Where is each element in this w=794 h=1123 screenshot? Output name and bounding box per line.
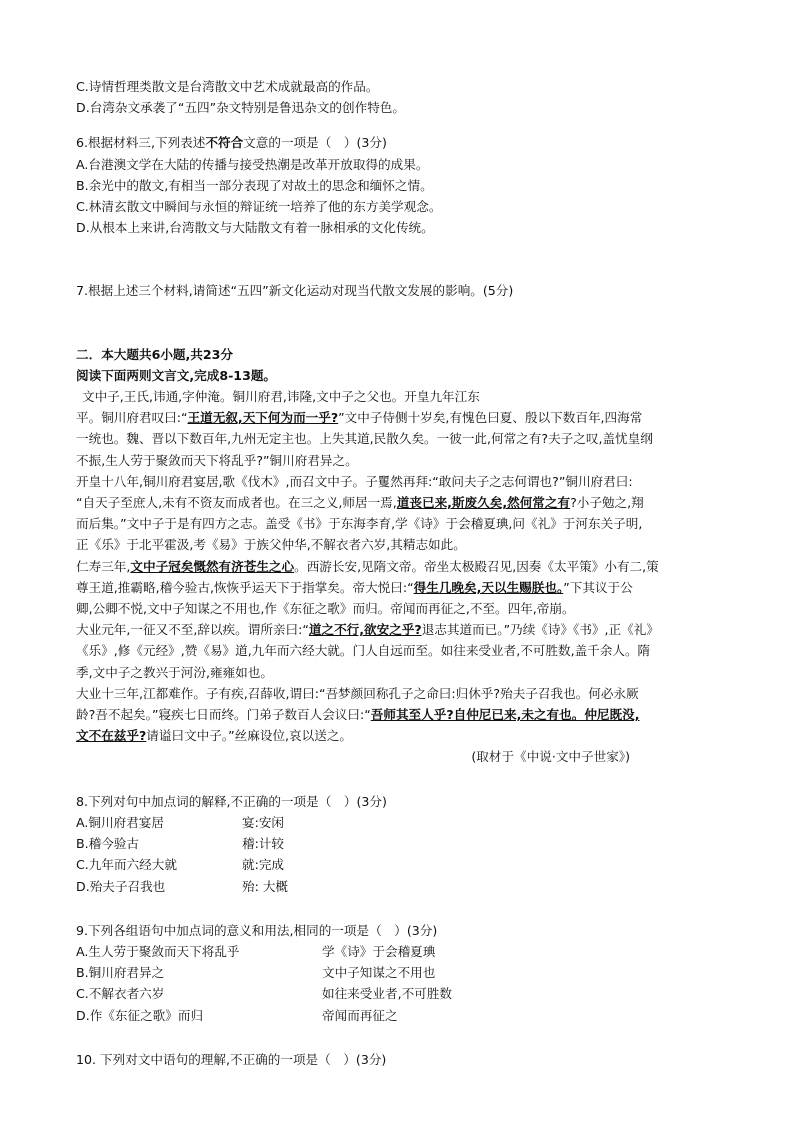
q5-option-d: D.台湾杂文承袭了“五四”杂文特别是鲁迅杂文的创作特色。 <box>76 100 405 116</box>
passage-text: 退志其道而已。”乃续《诗》《书》,正《礼》 <box>421 622 659 638</box>
passage-line: 《乐》,修《元经》,赞《易》道,九年而六经大就。门人自远而至。如往来受业者,不可胜数,盖千余人。隋 <box>76 643 651 659</box>
option-sentence: C.不解衣者六岁 <box>76 986 165 1002</box>
q6-stem-part1: 6.根据材料三,下列表述 <box>76 135 206 151</box>
passage-line <box>76 556 748 577</box>
option-row <box>76 833 748 854</box>
q6-option-b: B.余光中的散文,有相当一部分表现了对故土的思念和缅怀之情。 <box>76 177 433 193</box>
option-explanation: 学《诗》于会稽夏琠 <box>322 943 436 959</box>
q7-stem: 7.根据上述三个材料,请简述“五四”新文化运动对现当代散文发展的影响。(5分) <box>76 283 514 299</box>
passage-text: 平。铜川府君叹曰:“ <box>76 410 188 426</box>
section-title: 二．本大题共6小题,共23分 <box>76 346 234 362</box>
passage-line <box>76 492 748 513</box>
passage-line <box>76 704 748 725</box>
section-instruction: 阅读下面两则文言文,完成8-13题。 <box>76 367 277 383</box>
passage-line: 大业十三年,江都难作。子有疾,召薛收,谓曰:“吾梦颜回称孔子之命曰:归休乎?殆夫子召我也。何必永厥 <box>76 685 639 701</box>
passage-line <box>76 407 748 428</box>
option-row <box>76 854 748 875</box>
option-explanation: 殆: 大概 <box>242 878 289 894</box>
exam-page <box>76 76 748 1070</box>
passage-line: 文中子,王氏,讳通,字仲淹。铜川府君,讳隆,文中子之父也。开皇九年江东 <box>82 389 480 405</box>
underlined-sentence: 文中子冠矣慨然有济苍生之心 <box>130 558 295 574</box>
passage-line: 不振,生人劳于聚敛而天下将乱乎?”铜川府君异之。 <box>76 452 358 468</box>
passage-line <box>76 577 748 598</box>
option-sentence: A.生人劳于聚敛而天下将乱乎 <box>76 943 240 959</box>
option-explanation: 文中子知谋之不用也 <box>322 965 436 981</box>
option-sentence: A.铜川府君宴居 <box>76 814 164 830</box>
passage-text: ?小子勉之,翔 <box>570 495 644 511</box>
option-row <box>76 1005 748 1026</box>
option-row <box>76 962 748 983</box>
option-row <box>76 812 748 833</box>
q6-stem-emphasis: 不符合 <box>205 135 244 151</box>
option-explanation: 宴:安闲 <box>242 814 285 830</box>
passage-line <box>76 725 748 746</box>
underlined-sentence: 道之不行,欲安之乎? <box>308 622 422 638</box>
q6-stem-part2: 文意的一项是（ ）(3分) <box>243 135 387 151</box>
q9-options <box>76 941 748 1026</box>
passage-text: 仁寿三年, <box>76 558 131 574</box>
underlined-sentence: 文不在兹乎? <box>76 728 147 744</box>
q6-stem <box>76 132 748 153</box>
option-row <box>76 941 748 962</box>
passage-text: ”文中子侍侧十岁矣,有愧色曰夏、殷以下数百年,四海常 <box>338 410 643 426</box>
passage-source: (取材于《中说·文中子世家》) <box>471 749 630 765</box>
underlined-sentence: 吾师其至人乎?自仲尼已来,未之有也。仲尼既没, <box>370 707 640 723</box>
q6-option-a: A.台港澳文学在大陆的传播与接受热潮是改革开放取得的成果。 <box>76 156 429 172</box>
q8-options <box>76 812 748 897</box>
option-explanation: 如往来受业者,不可胜数 <box>322 986 452 1002</box>
option-sentence: B.铜川府君异之 <box>76 965 165 981</box>
passage-text: 大业元年,一征又不至,辞以疾。谓所亲曰:“ <box>76 622 309 638</box>
q9-stem: 9.下列各组语句中加点词的意义和用法,相同的一项是（ ）(3分) <box>76 922 438 938</box>
q8-stem: 8.下列对句中加点词的解释,不正确的一项是（ ）(3分) <box>76 793 387 809</box>
passage-line: 一统也。魏、晋以下数百年,九州无定主也。上失其道,民散久矣。一彼一此,何常之有?夫子之叹,盖忧皇纲 <box>76 431 653 447</box>
q5-option-c: C.诗情哲理类散文是台湾散文中艺术成就最高的作品。 <box>76 79 379 94</box>
option-sentence: C.九年而六经大就 <box>76 857 177 873</box>
passage-line: 开皇十八年,铜川府君宴居,歌《伐木》,而召文中子。子矍然再拜:“敢问夫子之志何谓也?”铜川府君曰: <box>76 473 633 489</box>
option-sentence: B.稽今验古 <box>76 836 140 852</box>
option-sentence: D.作《东征之歌》而归 <box>76 1007 204 1023</box>
passage-text: 请谥曰文中子。”丝麻设位,哀以送之。 <box>146 728 353 744</box>
option-explanation: 就:完成 <box>242 857 285 873</box>
underlined-sentence: 道丧已来,斯废久矣,然何常之有 <box>396 495 571 511</box>
passage-text: ”下其议于公 <box>563 579 633 595</box>
passage-text: 龄?吾不起矣。”寝疾七日而终。门弟子数百人会议曰:“ <box>76 707 371 723</box>
option-sentence: D.殆夫子召我也 <box>76 878 166 894</box>
option-explanation: 帝闻而再征之 <box>322 1007 398 1023</box>
passage-text: “自天子至庶人,未有不资友而成者也。在三之义,师居一焉, <box>76 495 397 511</box>
passage-line: 而后集。”文中子于是有四方之志。盖受《书》于东海李育,学《诗》于会稽夏琠,问《礼》于河东关子明, <box>76 516 643 532</box>
passage-line: 正《乐》于北平霍汲,考《易》于族父仲华,不解衣者六岁,其精志如此。 <box>76 537 466 553</box>
underlined-sentence: 得生几晚矣,天以生赐朕也。 <box>413 579 564 595</box>
underlined-sentence: 王道无叙,天下何为而一乎? <box>187 410 339 426</box>
passage-text: 。西游长安,见隋文帝。帝坐太极殿召见,因奏《太平策》小有二,策 <box>294 558 659 574</box>
option-row <box>76 876 748 897</box>
q6-option-d: D.从根本上来讲,台湾散文与大陆散文有着一脉相承的文化传统。 <box>76 220 434 236</box>
passage-text: 尊王道,推霸略,稽今验古,恢恢乎运天下于指掌矣。帝大悦曰:“ <box>76 579 414 595</box>
option-explanation: 稽:计较 <box>242 836 285 852</box>
option-row <box>76 983 748 1004</box>
q10-stem: 10. 下列对文中语句的理解,不正确的一项是（ ）(3分) <box>76 1051 387 1067</box>
q6-option-c: C.林清玄散文中瞬间与永恒的辩证统一培养了他的东方美学观念。 <box>76 199 442 215</box>
passage-line <box>76 619 748 640</box>
passage-line: 季,文中子之教兴于河汾,雍雍如也。 <box>76 664 273 680</box>
passage-line: 卿,公卿不悦,文中子知谋之不用也,作《东征之歌》而归。帝闻而再征之,不至。四年,帝崩。 <box>76 601 575 617</box>
